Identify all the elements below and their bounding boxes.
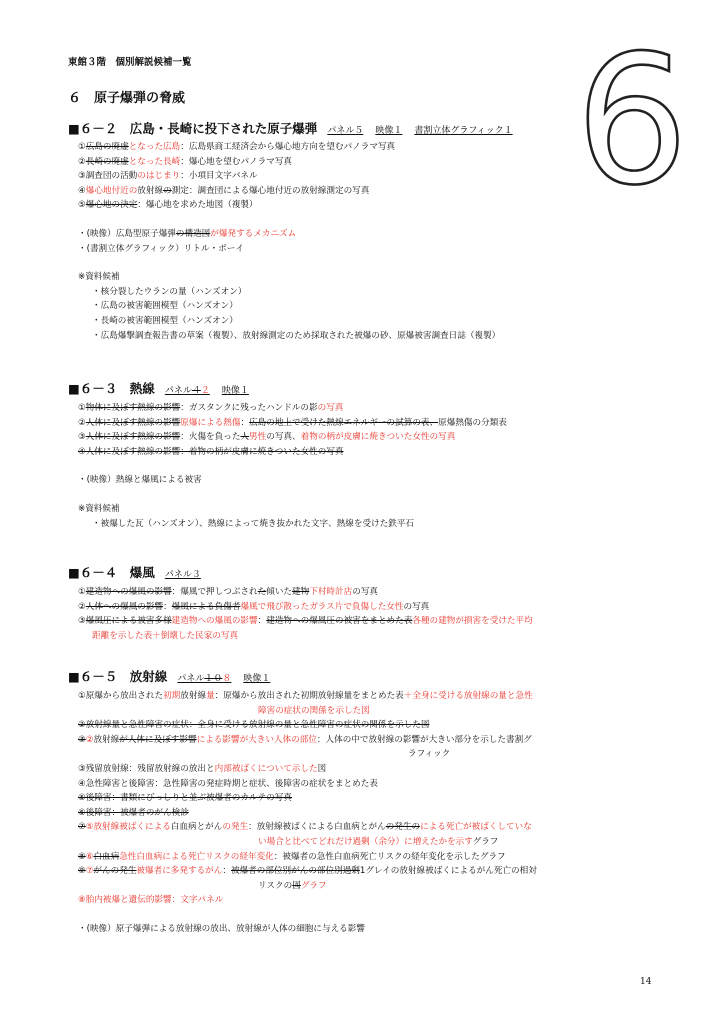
graphic-item: ・(書割立体グラフィック）リトル・ボーイ	[78, 243, 244, 254]
reference-title: ※資料候補	[78, 272, 120, 283]
subsection-6-3-heading: ■６－３ 熱線 パネル４２ 映像１	[68, 381, 249, 396]
list-item: ②人体への爆風の影響：爆風による負傷者爆風で飛び散ったガラス片で負傷した女性の写真	[78, 601, 430, 612]
list-item: ⑧胎内被爆と遺伝的影響：文字パネル	[78, 895, 224, 906]
subsection-6-2-heading: ■６－２ 広島・長崎に投下された原子爆弾 パネル５ 映像１ 書割立体グラフィック１	[68, 121, 513, 136]
list-item: ④人体に及ぼす熱線の影響：着物の柄が皮膚に焼きついた女性の写真	[78, 446, 344, 457]
list-item: ②人体に及ぼす熱線の影響原爆による熱傷：広島の地上で受けた熱線エネルギーの試算の表、原爆熱傷の分類表	[78, 417, 507, 428]
list-item: ②放射線量と急性障害の症状：全身に受ける放射線の量と急性障害の症状の関係を示した図	[78, 720, 430, 731]
list-item: ④爆心地付近の放射線の測定：調査団による爆心地付近の放射線測定の写真	[78, 185, 370, 196]
page-header: 東館３階 個別解説候補一覧	[68, 57, 192, 68]
list-item: ⑤後障害：書類にびっしりと並ぶ被爆者のカルテの写真	[78, 793, 292, 804]
video-item: ・(映像）広島型原子爆弾の構造図が爆発するメカニズム	[78, 228, 297, 239]
section-title: ６ 原子爆弾の脅威	[68, 91, 186, 106]
list-item: ③②放射線が人体に及ぼす影響による影響が大きい人体の部位：人体の中で放射線の影響が大きい部分を示した書割グ	[78, 734, 532, 745]
subsection-6-2-body	[78, 140, 670, 343]
reference-title: ※資料候補	[78, 503, 120, 514]
list-item: ③人体に及ぼす熱線の影響：火傷を負った人男性の写真、着物の柄が皮膚に焼きついた女性の写真	[78, 432, 456, 443]
list-item: ①物体に及ぼす熱線の影響：ガスタンクに残ったハンドルの影の写真	[78, 403, 344, 413]
list-item: ⑥後障害：被爆者のがん検診	[78, 807, 189, 818]
reference-item: ・広島の被害範囲模型（ハンズオン）	[92, 301, 238, 312]
reference-item: ・核分裂したウランの量（ハンズオン）	[92, 286, 247, 297]
page-number: 14	[640, 977, 652, 987]
list-item-continuation: 障害の症状の関係を示した図	[258, 705, 370, 716]
list-item: ⑦⑤放射線被ばくによる白血病とがんの発生：放射線被ばくによる白血病とがんの発生のによる死亡が被ばくしていな	[78, 822, 532, 833]
list-item-continuation: 距離を示した表＋倒壊した民家の写真	[92, 630, 239, 641]
list-item-continuation: リスクの図グラフ	[258, 880, 327, 891]
list-item: ⑨⑦がんの発生被爆者に多発するがん：被爆者の部位別がんの部位別過剰1グレイの放射線被ばくによるがん死亡の相対	[78, 866, 537, 877]
list-item: ③残留放射線：残留放射線の放出と内部被ばくについて示した図	[78, 763, 327, 774]
reference-item: ・被爆した瓦（ハンズオン）、熱線によって焼き抜かれた文字、熱線を受けた鉄平石	[92, 518, 415, 529]
video-item: ・(映像）原子爆弾による放射線の放出、放射線が人体の細胞に与える影響	[78, 923, 365, 934]
list-item: ③爆風圧による被害多様建造物への爆風の影響：建造物への爆風圧の被害をまとめた表各種の建物が損害を受けた平均	[78, 616, 533, 627]
subsection-6-5-body	[78, 689, 670, 937]
list-item: ④急性障害と後障害：急性障害の発症時期と症状、後障害の症状をまとめた表	[78, 778, 378, 789]
subsection-6-4-body	[78, 585, 670, 643]
list-item-continuation: ラフィック	[408, 749, 451, 760]
subsection-6-5-heading: ■６－５ 放射線 パネル１０８ 映像１	[68, 669, 271, 684]
list-item: ①原爆から放出された初期放射線量：原爆から放出された初期放射線量をまとめた表＋全身に受ける放射線の量と急性	[78, 691, 533, 701]
svg-text:6: 6	[575, 44, 689, 194]
reference-item: ・広島爆撃調査報告書の草案（複製）、放射線測定のため採取された被爆の砂、原爆被害調査日誌（複製）	[92, 330, 501, 341]
list-item: ⑧⑥白血病急性白血病による死亡リスクの経年変化：被爆者の急性白血病死亡リスクの経年変化を示したグラフ	[78, 851, 506, 862]
subsection-6-3-body	[78, 401, 670, 531]
reference-item: ・長崎の被害範囲模型（ハンズオン）	[92, 315, 238, 326]
list-item: ③調査団の活動のはじまり：小項目文字パネル	[78, 171, 258, 182]
list-item: ②長崎の廃虚となった長崎：爆心地を望むパノラマ写真	[78, 156, 293, 167]
list-item: ⑤爆心地の決定：爆心地を求めた地図（複製）	[78, 200, 258, 211]
list-item: ①広島の廃虚となった広島：広島県商工経済会から爆心地方向を望むパノラマ写真	[78, 142, 396, 152]
list-item-continuation: い場合と比べてどれだけ過剰（余分）に増えたかを示すグラフ	[258, 836, 499, 847]
video-item: ・(映像）熱線と爆風による被害	[78, 475, 202, 486]
list-item: ①建造物への爆風の影響：爆風で押しつぶされた傾いた建物下村時計店の写真	[78, 587, 379, 597]
subsection-6-4-heading: ■６－４ 爆風 パネル３	[68, 565, 201, 580]
